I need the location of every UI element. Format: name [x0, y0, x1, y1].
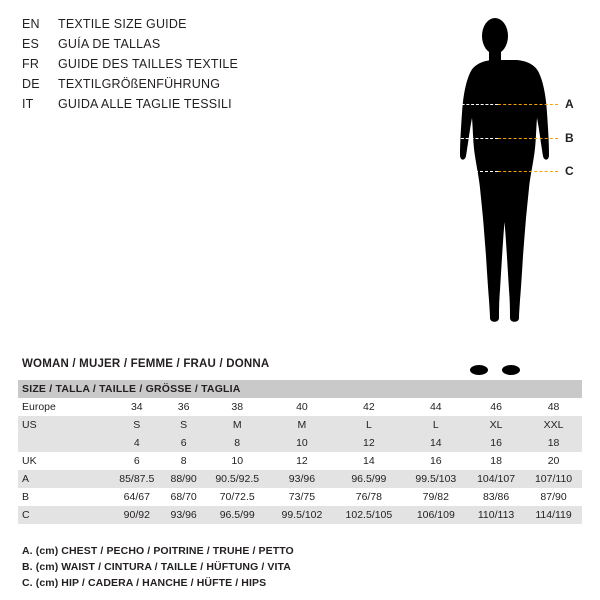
cell: 79/82: [405, 488, 467, 506]
cell: 6: [164, 434, 204, 452]
legend-item-b: B. (cm) WAIST / CINTURA / TAILLE / HÜFTUNG / VITA: [22, 561, 291, 573]
size-table-wrapper: [18, 380, 582, 524]
cell: 107/110: [525, 470, 582, 488]
cell: 36: [164, 398, 204, 416]
cell: 46: [467, 398, 525, 416]
row-label: [18, 434, 110, 452]
table-row: [18, 506, 582, 524]
cell: 70/72.5: [204, 488, 271, 506]
cell: S: [110, 416, 164, 434]
cell: 104/107: [467, 470, 525, 488]
table-row: [18, 434, 582, 452]
size-table: [18, 380, 582, 524]
cell: L: [333, 416, 404, 434]
cell: 93/96: [164, 506, 204, 524]
language-row-es: [22, 34, 382, 54]
cell: 18: [467, 452, 525, 470]
section-heading: WOMAN / MUJER / FEMME / FRAU / DONNA: [22, 358, 270, 370]
cell: 90/92: [110, 506, 164, 524]
female-silhouette-icon: [430, 8, 560, 378]
cell: 93/96: [271, 470, 333, 488]
measure-line-c-inner: [450, 171, 498, 172]
measure-label-c: C: [565, 164, 574, 178]
cell: 68/70: [164, 488, 204, 506]
body-figure-diagram: [400, 8, 600, 378]
cell: 85/87.5: [110, 470, 164, 488]
table-row: [18, 416, 582, 434]
measure-label-b: B: [565, 131, 574, 145]
cell: 8: [204, 434, 271, 452]
cell: 16: [467, 434, 525, 452]
measure-line-a-inner: [452, 104, 498, 105]
cell: 102.5/105: [333, 506, 404, 524]
cell: 110/113: [467, 506, 525, 524]
language-row-de: [22, 74, 382, 94]
cell: 38: [204, 398, 271, 416]
cell: 16: [405, 452, 467, 470]
cell: 87/90: [525, 488, 582, 506]
cell: 14: [405, 434, 467, 452]
language-title: TEXTILGRÖßENFÜHRUNG: [58, 77, 221, 91]
language-title: GUIDA ALLE TAGLIE TESSILI: [58, 97, 232, 111]
row-label: C: [18, 506, 110, 524]
cell: 40: [271, 398, 333, 416]
row-label: A: [18, 470, 110, 488]
cell: 14: [333, 452, 404, 470]
measure-line-b-inner: [456, 138, 498, 139]
row-label: US: [18, 416, 110, 434]
measure-line-a: [498, 104, 558, 105]
language-code: IT: [22, 97, 34, 111]
table-header-row: [18, 380, 582, 398]
cell: 10: [204, 452, 271, 470]
legend-item-c: C. (cm) HIP / CADERA / HANCHE / HÜFTE / HIPS: [22, 577, 267, 589]
cell: 73/75: [271, 488, 333, 506]
language-code: DE: [22, 77, 40, 91]
cell: 90.5/92.5: [204, 470, 271, 488]
language-title: TEXTILE SIZE GUIDE: [58, 17, 187, 31]
language-title: GUIDE DES TAILLES TEXTILE: [58, 57, 239, 71]
table-row: [18, 470, 582, 488]
cell: 76/78: [333, 488, 404, 506]
cell: 18: [525, 434, 582, 452]
measure-label-a: A: [565, 97, 574, 111]
cell: 96.5/99: [204, 506, 271, 524]
cell: 6: [110, 452, 164, 470]
cell: 48: [525, 398, 582, 416]
cell: 12: [333, 434, 404, 452]
cell: 96.5/99: [333, 470, 404, 488]
cell: 99.5/103: [405, 470, 467, 488]
table-row: [18, 398, 582, 416]
language-code: FR: [22, 57, 40, 71]
language-title: GUÍA DE TALLAS: [58, 37, 161, 51]
measure-line-c: [498, 171, 558, 172]
cell: XL: [467, 416, 525, 434]
language-row-it: [22, 94, 382, 114]
cell: S: [164, 416, 204, 434]
row-label: B: [18, 488, 110, 506]
legend-item-a: A. (cm) CHEST / PECHO / POITRINE / TRUHE / PETTO: [22, 545, 294, 557]
measurement-legend: [22, 543, 522, 591]
cell: 64/67: [110, 488, 164, 506]
cell: 99.5/102: [271, 506, 333, 524]
language-row-en: [22, 14, 382, 34]
row-label: UK: [18, 452, 110, 470]
table-header-label: SIZE / TALLA / TAILLE / GRÖSSE / TAGLIA: [18, 380, 582, 398]
cell: 34: [110, 398, 164, 416]
measure-line-b: [498, 138, 558, 139]
cell: XXL: [525, 416, 582, 434]
cell: 20: [525, 452, 582, 470]
table-row: [18, 452, 582, 470]
cell: 114/119: [525, 506, 582, 524]
language-title-list: [22, 14, 382, 114]
cell: 10: [271, 434, 333, 452]
cell: M: [204, 416, 271, 434]
cell: 4: [110, 434, 164, 452]
cell: 42: [333, 398, 404, 416]
cell: 106/109: [405, 506, 467, 524]
language-code: ES: [22, 37, 40, 51]
cell: 88/90: [164, 470, 204, 488]
row-label: Europe: [18, 398, 110, 416]
cell: 83/86: [467, 488, 525, 506]
language-code: EN: [22, 17, 40, 31]
cell: 44: [405, 398, 467, 416]
table-row: [18, 488, 582, 506]
cell: L: [405, 416, 467, 434]
language-row-fr: [22, 54, 382, 74]
cell: M: [271, 416, 333, 434]
cell: 12: [271, 452, 333, 470]
cell: 8: [164, 452, 204, 470]
